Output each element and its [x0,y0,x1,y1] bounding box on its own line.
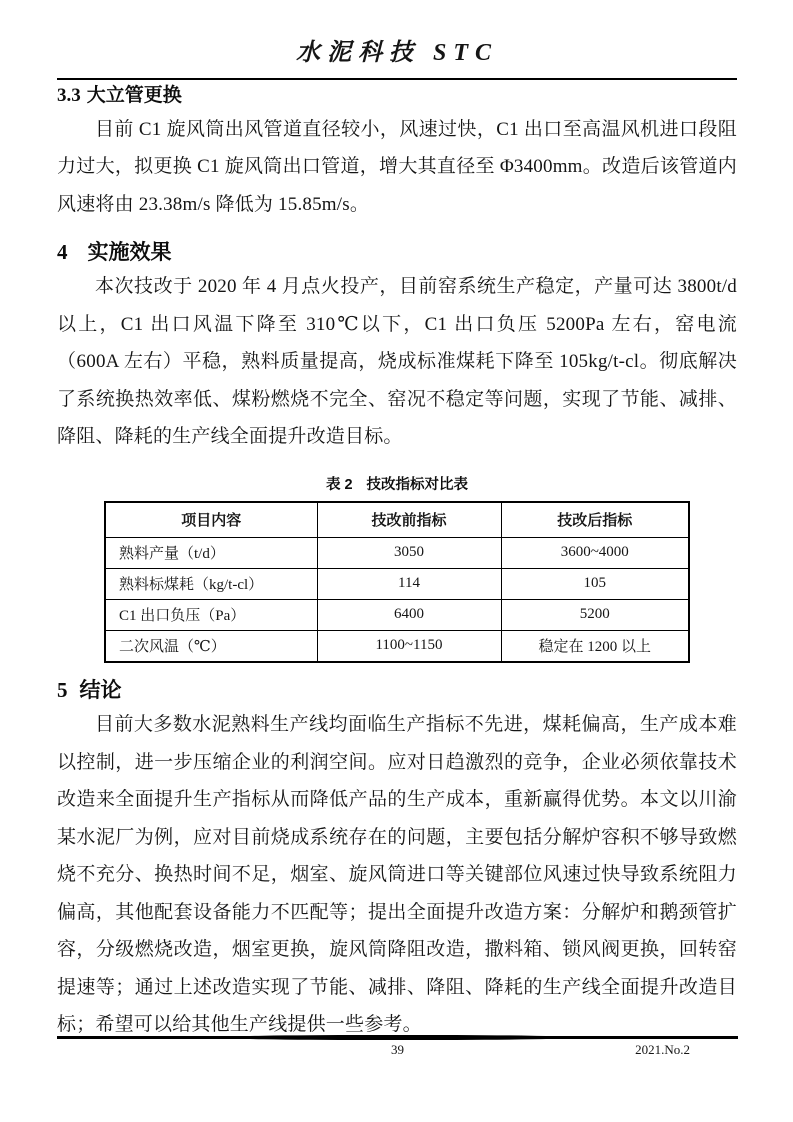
table-cell: 稳定在 1200 以上 [501,630,689,662]
page-footer [57,1042,738,1060]
table-row [105,568,689,599]
paragraph-implementation-results: 本次技改于 2020 年 4 月点火投产，目前窑系统生产稳定，产量可达 3800t/d 以上，C1 出口风温下降至 310℃以下，C1 出口负压 5200Pa 左右，窑电流（600A 左右）平稳，熟料质量提高，烧成标准煤耗下降至 105kg/t-cl。彻底解决了系统换热效率低、煤粉燃烧不完全、窑况不稳定等问题，实现了节能、减排、降阻、降耗的生产线全面提升改造目标。 [57,276,737,448]
section-heading-3-3 [57,85,737,108]
table-cell: 105 [501,568,689,599]
table-cell: 6400 [317,599,501,630]
footer-rule-thick-segment [220,1035,574,1040]
table-cell: 5200 [501,599,689,630]
journal-header-title: 水泥科技 STC [295,40,498,66]
table-cell: C1 出口负压（Pa） [105,599,317,630]
table-cell: 1100~1150 [317,630,501,662]
header-rule [57,78,737,80]
table-cell: 3600~4000 [501,537,689,568]
table-cell: 熟料标煤耗（kg/t-cl） [105,568,317,599]
section-number: 5 [57,677,68,702]
table-cell: 114 [317,568,501,599]
section-title: 结论 [79,678,122,702]
table-header-cell: 技改前指标 [317,502,501,538]
footer-rule [57,1036,738,1039]
paragraph-pipe-replacement: 目前 C1 旋风筒出风管道直径较小，风速过快，C1 出口至高温风机进口段阻力过大，拟更换 C1 旋风筒出口管道，增大其直径至 Φ3400mm。改造后该管道内风速将由 23.38m/s 降低为 15.85m/s。 [57,118,737,215]
table-caption-title: 技改指标对比表 [366,476,469,493]
section-title: 大立管更换 [86,85,182,106]
table-caption [57,473,737,494]
issue-number: 2021.No.2 [635,1042,690,1057]
table-cell: 熟料产量（t/d） [105,537,317,568]
table-caption-label: 表 2 [325,476,353,493]
section-title: 实施效果 [87,241,172,265]
comparison-table [104,501,690,663]
section-number: 3.3 [57,85,81,106]
section-heading-4 [57,240,737,265]
table-row [105,599,689,630]
table-row [105,630,689,662]
table-row [105,537,689,568]
section-heading-5 [57,678,737,703]
section-number: 4 [57,240,68,265]
table-cell: 3050 [317,537,501,568]
page-number: 39 [391,1042,404,1057]
paragraph-conclusion: 目前大多数水泥熟料生产线均面临生产指标不先进，煤耗偏高，生产成本难以控制，进一步压缩企业的利润空间。应对日趋激烈的竞争，企业必须依靠技术改造来全面提升生产指标从而降低产品的生产成本，重新赢得优势。本文以川渝某水泥厂为例，应对目前烧成系统存在的问题，主要包括分解炉容积不够导致燃烧不充分、换热时间不足，烟室、旋风筒进口等关键部位风速过快导致系统阻力偏高，其他配套设备能力不匹配等；提出全面提升改造方案：分解炉和鹅颈管扩容，分级燃烧改造，烟室更换，旋风筒降阻改造，撒料箱、锁风阀更换，回转窑提速等；通过上述改造实现了节能、减排、降阻、降耗的生产线全面提升改造目标；希望可以给其他生产线提供一些参考。 [57,714,737,1036]
table-header-row [105,502,689,538]
table-header-cell: 项目内容 [105,502,317,538]
table-header-cell: 技改后指标 [501,502,689,538]
table-cell: 二次风温（℃） [105,630,317,662]
